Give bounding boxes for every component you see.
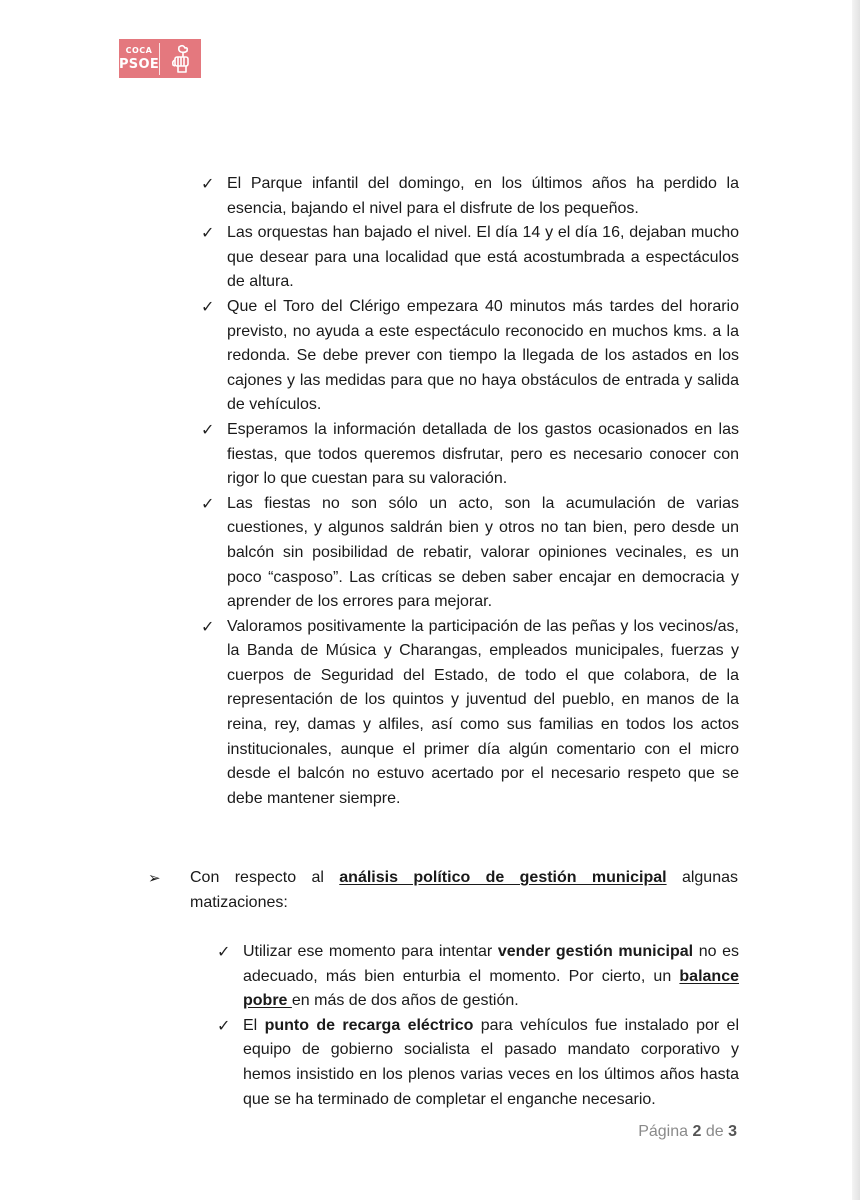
item1-underlined: balance pobre (243, 967, 739, 1010)
list-item (217, 940, 740, 1014)
item1-after: en más de dos años de gestión. (291, 992, 519, 1010)
checkmark-icon: ✓ (217, 1015, 231, 1035)
checkmark-icon: ✓ (201, 296, 215, 316)
intro-emphasis: análisis político de gestión municipal (339, 869, 667, 886)
political-analysis-intro (148, 866, 738, 915)
intro-after: algunas matizaciones: (190, 869, 738, 911)
checkmark-icon: ✓ (201, 174, 215, 193)
fist-rose-icon (165, 43, 197, 75)
page-total: 3 (728, 1123, 737, 1140)
page-separator: de (705, 1123, 724, 1140)
list-item-text: Las fiestas no son sólo un acto, son la acumulación de varias cuestiones, y algunos saldrán bien y otros no tan bien, pero desde un balcón sin posibilidad de rebatir, valorar opiniones vecinales, es un poco “casposo”. Las críticas se deben saber encajar en democracia y aprender de los errores para mejorar. (227, 494, 739, 611)
list-item (201, 615, 739, 812)
list-item-text: El Parque infantil del domingo, en los últimos años ha perdido la esencia, bajando el nivel para el disfrute de los pequeños. (227, 175, 739, 217)
list-item (201, 492, 739, 615)
criticism-list (0, 172, 860, 811)
page-label: Página (638, 1123, 689, 1140)
list-item (201, 418, 739, 492)
checkmark-icon: ✓ (217, 942, 231, 961)
list-item-text: Esperamos la información detallada de los gastos ocasionados en las fiestas, que todos queremos disfrutar, pero es necesario conocer con rigor lo que cuestan para su valoración. (227, 420, 739, 488)
list-item-text: Que el Toro del Clérigo empezara 40 minutos más tardes del horario previsto, no ayuda a este espectáculo reconocido en muchos kms. a la redonda. Se debe prever con tiempo la llegada de los astados en los cajones y las medidas para que no haya obstáculos de entrada y salida de vehículos. (227, 297, 739, 414)
logo-top-text: COCA (125, 45, 153, 55)
page-current: 2 (692, 1123, 702, 1140)
item2-after: para vehículos fue instalado por el equipo de gobierno socialista el pasado mandato corporativo y hemos insistido en los plenos varias veces en los últimos años hasta que se ha terminado de completar el enganche necesario. (243, 1016, 740, 1108)
item2-bold: punto de recarga eléctrico (264, 1016, 474, 1034)
list-item (201, 172, 739, 221)
list-item-text: Valoramos positivamente la participación de las peñas y los vecinos/as, la Banda de Música y Charangas, empleados municipales, fuerzas y cuerpos de Seguridad del Estado, de todo el que colabora, de la representación de los quintos y juventud del pueblo, en manos de la reina, rey, damas y alfiles, así como sus familias en todos los actos institucionales, aunque el primer día algún comentario con el micro desde el balcón no estuvo acertado por el necesario respeto que se debe mantener siempre. (227, 617, 739, 807)
logo-main-text: PSOE (118, 56, 160, 72)
list-item (217, 1014, 740, 1112)
management-list (0, 940, 860, 1112)
logo-divider (159, 43, 160, 75)
item1-before: Utilizar ese momento para intentar (243, 943, 498, 960)
logo-text (119, 39, 159, 78)
item2-before: El (243, 1016, 265, 1034)
psoe-logo (119, 39, 201, 78)
list-item (201, 295, 739, 418)
arrowhead-bullet-icon: ➢ (148, 869, 161, 887)
item1-middle: no es adecuado, más bien enturbia el momento. Por cierto, un (243, 943, 740, 985)
list-item-text: Las orquestas han bajado el nivel. El día 14 y el día 16, dejaban mucho que desear para una localidad que está acostumbrada a espectáculos de altura. (227, 224, 739, 291)
list-item (201, 221, 739, 295)
checkmark-icon: ✓ (201, 616, 215, 636)
checkmark-icon: ✓ (201, 493, 215, 513)
intro-before: Con respecto al (190, 869, 340, 886)
checkmark-icon: ✓ (201, 223, 215, 243)
page-number (560, 1121, 737, 1143)
checkmark-icon: ✓ (201, 419, 215, 439)
item1-bold: vender gestión municipal (497, 943, 694, 960)
